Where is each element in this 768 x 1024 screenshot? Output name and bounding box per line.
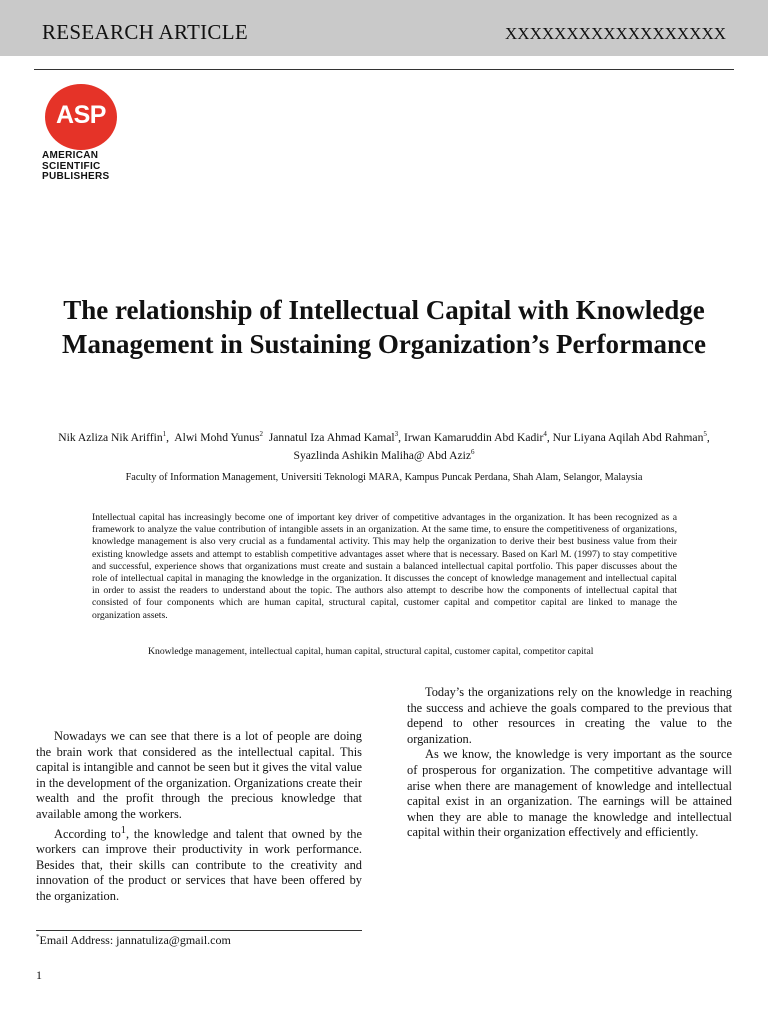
paper-title: The relationship of Intellectual Capital with Knowledge Management in Sustaining Organization’s Performance bbox=[62, 295, 706, 359]
contact-email: Email Address: jannatuliza@gmail.com bbox=[39, 933, 231, 947]
journal-placeholder: XXXXXXXXXXXXXXXXXX bbox=[505, 24, 726, 43]
author-name: Syazlinda Ashikin Maliha@ Abd Aziz bbox=[293, 448, 471, 462]
header-bar bbox=[0, 0, 768, 56]
author-name: Irwan Kamaruddin Abd Kadir bbox=[403, 430, 544, 444]
keywords: Knowledge management, intellectual capital, human capital, structural capital, customer capital, competitor capital bbox=[148, 646, 594, 657]
body-column-right bbox=[407, 685, 732, 841]
footnote-divider bbox=[36, 930, 362, 931]
author-affiliation-mark: 3 bbox=[394, 430, 399, 438]
page-number: 1 bbox=[36, 968, 42, 982]
publisher-name bbox=[42, 151, 132, 183]
body-column-left bbox=[36, 729, 362, 905]
author-affiliation-mark: 1 bbox=[162, 430, 167, 438]
header-divider bbox=[34, 69, 734, 70]
footnote-mark: * bbox=[36, 933, 40, 941]
section-label: RESEARCH ARTICLE bbox=[42, 20, 248, 44]
paragraph-text: According to bbox=[54, 826, 121, 841]
citation-mark: 1 bbox=[120, 824, 126, 836]
author-name: Jannatul Iza Ahmad Kamal bbox=[268, 430, 395, 444]
publisher-line-1: AMERICAN bbox=[42, 150, 99, 161]
author-affiliation-mark: 6 bbox=[470, 447, 475, 456]
body-paragraph: As we know, the knowledge is very important as the source of prosperous for organization. The competitive advantage will arise when there are management of knowledge and intellectual capital exist in an organization. The earnings will be attained when they are able to manage the knowledge and intellectual capital within their organization effectively and efficiently. bbox=[407, 747, 732, 840]
logo-mark: ASP bbox=[56, 101, 106, 129]
body-paragraph bbox=[36, 823, 362, 905]
paragraph-text: , the knowledge and talent that owned by the workers can improve their productivity in work performance. Besides that, their skills can contribute to the creativity and innovation of the product or services that have been offered by the organization. bbox=[36, 826, 362, 904]
affiliation: Faculty of Information Management, Universiti Teknologi MARA, Kampus Puncak Perdana, Shah Alam, Selangor, Malaysia bbox=[125, 472, 643, 483]
publisher-logo bbox=[42, 84, 132, 184]
author-list: Nik Azliza Nik Ariffin$^1$, Alwi Mohd Yunus$^2$ Jannatul Iza Ahmad Kamal$^3$, Irwan Kamaruddin Abd Kadir$^4$, Nur Liyana Aqilah Abd Rahman$^5$, Syazlinda Ashikin Maliha@ Abd Aziz$^6$ bbox=[58, 430, 710, 462]
author-name: Nik Azliza Nik Ariffin bbox=[58, 430, 163, 444]
author-affiliation-mark: 2 bbox=[259, 430, 263, 438]
abstract: Intellectual capital has increasingly become one of important key driver of competitive advantages in the organization. It has been recognized as a framework to analyze the value contribution of intangible assets in an organization. At the same time, to ensure the competitiveness of organizations, knowledge management is also very crucial as a fundamental activity. This may help the organization to derive their best business value from their existing knowledge assets and attempt to establish competitive advantages asset where that is necessary. Based on Karl M. (1997) to stay competitive and successful, experience shows that organizations must create and sustain a balanced intellectual capital portfolio. This paper discusses about the role of intellectual capital in managing the knowledge in the organization. It discusses the concept of knowledge management and intellectual capital in order to assist the readers to understand about the topic. The authors also attempt to describe how the components of intellectual capital that consisted of four components which are human capital, structural capital, customer capital and competitor capital are linked to manage the organization assets. bbox=[92, 512, 677, 621]
author-name: Nur Liyana Aqilah Abd Rahman bbox=[552, 430, 704, 444]
publisher-line-3: PUBLISHERS bbox=[42, 171, 110, 182]
publisher-line-2: SCIENTIFIC bbox=[42, 160, 101, 172]
author-affiliation-mark: 5 bbox=[703, 430, 707, 438]
body-paragraph: Nowadays we can see that there is a lot of people are doing the brain work that considered as the intellectual capital. This capital is intangible and cannot be seen but it gives the vital value in the development of the organization. Organizations create their wealth and the profit through the precious knowledge that available among the workers. bbox=[36, 729, 362, 821]
author-affiliation-mark: 4 bbox=[543, 430, 547, 438]
body-paragraph: Today’s the organizations rely on the knowledge in reaching the success and achieve the goals compared to the previous that depend to other resources in creating the value to the organization. bbox=[407, 685, 732, 746]
footnote bbox=[36, 933, 231, 948]
author-name: Alwi Mohd Yunus bbox=[174, 430, 260, 444]
